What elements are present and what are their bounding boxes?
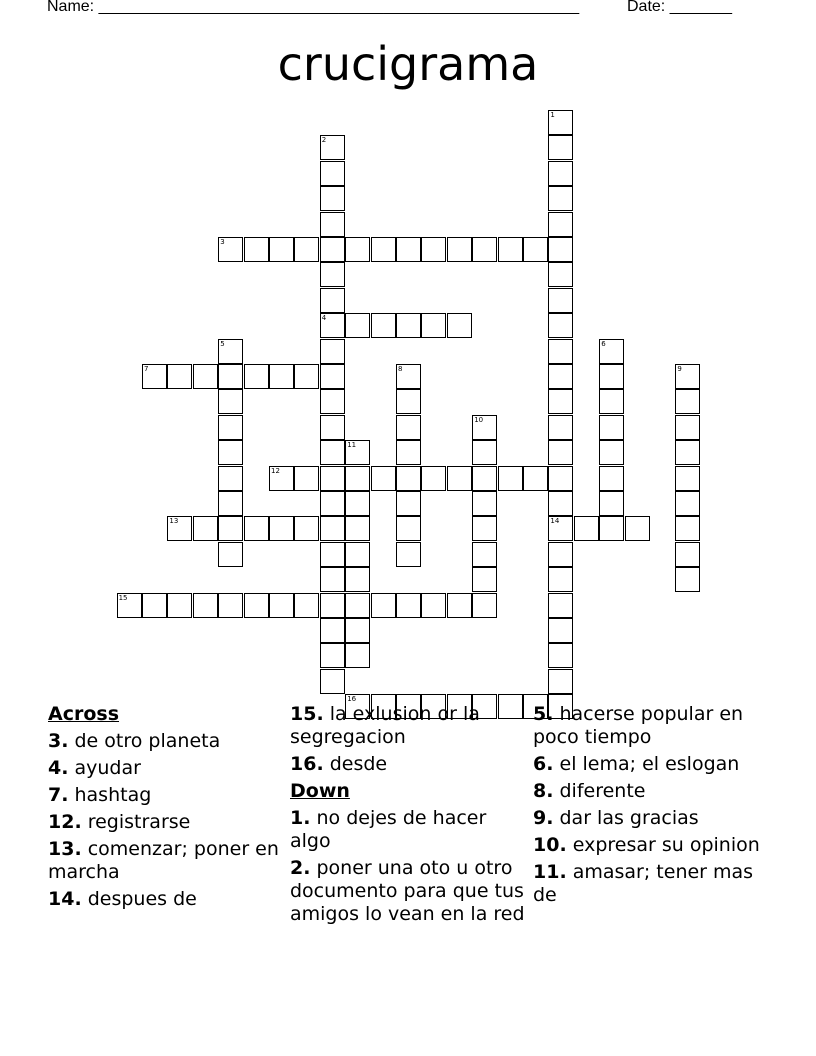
grid-cell[interactable] <box>523 466 548 491</box>
grid-cell[interactable] <box>523 237 548 262</box>
grid-cell[interactable] <box>320 313 345 338</box>
cell-number: 14 <box>550 517 560 526</box>
grid-cell[interactable] <box>472 466 497 491</box>
grid-cell[interactable] <box>218 440 243 465</box>
grid-cell[interactable] <box>320 643 345 668</box>
clue-across-3: 3. de otro planeta <box>48 730 221 752</box>
grid-cell[interactable] <box>244 516 269 541</box>
grid-cell[interactable] <box>320 364 345 389</box>
grid-cell[interactable] <box>320 237 345 262</box>
grid-cell[interactable] <box>675 542 700 567</box>
cell-number: 7 <box>144 365 149 373</box>
grid-cell[interactable] <box>396 389 421 414</box>
grid-cell[interactable] <box>269 237 294 262</box>
cell-number: 9 <box>677 365 682 373</box>
grid-cell[interactable] <box>193 516 218 541</box>
grid-cell[interactable] <box>371 237 396 262</box>
grid-cell[interactable] <box>396 440 421 465</box>
grid-cell[interactable] <box>269 364 294 389</box>
grid-cell[interactable] <box>675 364 700 389</box>
grid-cell[interactable] <box>142 364 167 389</box>
cell-number: 6 <box>601 339 606 348</box>
grid-cell[interactable] <box>447 313 472 338</box>
clue-down-6: 6. el lema; el eslogan <box>533 753 740 775</box>
grid-cell[interactable] <box>548 389 573 414</box>
grid-cell[interactable] <box>396 313 421 338</box>
grid-cell[interactable] <box>675 491 700 516</box>
grid-cell[interactable] <box>269 466 294 491</box>
grid-cell[interactable] <box>599 415 624 440</box>
grid-cell[interactable] <box>320 339 345 364</box>
grid-cell[interactable] <box>345 440 370 465</box>
grid-cell[interactable] <box>371 466 396 491</box>
grid-cell[interactable] <box>599 440 624 465</box>
clue-column-3 <box>533 703 773 911</box>
grid-cell[interactable] <box>345 466 370 491</box>
down-heading: Down <box>290 780 350 802</box>
grid-cell[interactable] <box>447 466 472 491</box>
grid-cell[interactable] <box>498 237 523 262</box>
cell-number: 15 <box>118 593 128 602</box>
grid-cell[interactable] <box>193 364 218 389</box>
grid-cell[interactable] <box>218 593 243 618</box>
grid-cell[interactable] <box>472 593 497 618</box>
grid-cell[interactable] <box>675 567 700 592</box>
grid-cell[interactable] <box>345 542 370 567</box>
grid-cell[interactable] <box>345 237 370 262</box>
cell-number: 11 <box>347 441 357 450</box>
grid-cell[interactable] <box>421 593 446 618</box>
grid-cell[interactable] <box>548 237 573 262</box>
grid-cell[interactable] <box>244 593 269 618</box>
grid-cell[interactable] <box>218 237 243 262</box>
grid-cell[interactable] <box>117 593 142 618</box>
cell-number: 4 <box>321 314 327 323</box>
cell-number: 12 <box>271 466 280 475</box>
grid-cell[interactable] <box>244 364 269 389</box>
grid-cell[interactable] <box>218 339 243 364</box>
grid-cell[interactable] <box>244 237 269 262</box>
cell-number: 1 <box>550 111 555 119</box>
grid-cell[interactable] <box>548 669 573 694</box>
clue-down-11: 11. amasar; tener mas de <box>533 861 754 906</box>
grid-cell[interactable] <box>548 161 573 186</box>
cell-number: 5 <box>220 339 225 348</box>
grid-cell[interactable] <box>472 415 497 440</box>
grid-cell[interactable] <box>320 262 345 287</box>
grid-cell[interactable] <box>218 415 243 440</box>
clue-down-1: 1. no dejes de hacer algo <box>290 807 487 852</box>
grid-cell[interactable] <box>625 516 650 541</box>
grid-cell[interactable] <box>472 491 497 516</box>
grid-cell[interactable] <box>396 415 421 440</box>
grid-cell[interactable] <box>396 542 421 567</box>
grid-cell[interactable] <box>548 313 573 338</box>
grid-cell[interactable] <box>447 593 472 618</box>
grid-cell[interactable] <box>548 288 573 313</box>
grid-cell[interactable] <box>599 364 624 389</box>
grid-cell[interactable] <box>675 415 700 440</box>
across-heading: Across <box>48 703 120 725</box>
grid-cell[interactable] <box>218 516 243 541</box>
grid-cell[interactable] <box>498 466 523 491</box>
grid-cell[interactable] <box>218 389 243 414</box>
grid-cell[interactable] <box>548 262 573 287</box>
grid-cell[interactable] <box>574 516 599 541</box>
name-field-label: Name: ______________________________________________________ <box>47 0 580 15</box>
grid-cell[interactable] <box>396 364 421 389</box>
grid-cell[interactable] <box>320 161 345 186</box>
grid-cell[interactable] <box>548 466 573 491</box>
grid-cell[interactable] <box>675 440 700 465</box>
grid-cell[interactable] <box>320 466 345 491</box>
grid-cell[interactable] <box>320 440 345 465</box>
grid-cell[interactable] <box>548 618 573 643</box>
grid-cell[interactable] <box>548 212 573 237</box>
grid-cell[interactable] <box>548 186 573 211</box>
grid-cell[interactable] <box>167 364 192 389</box>
grid-cell[interactable] <box>193 593 218 618</box>
grid-cell[interactable] <box>269 593 294 618</box>
clue-column-2 <box>290 703 530 930</box>
grid-cell[interactable] <box>320 212 345 237</box>
grid-cell[interactable] <box>396 516 421 541</box>
grid-cell[interactable] <box>421 237 446 262</box>
grid-cell[interactable] <box>447 237 472 262</box>
grid-cell[interactable] <box>548 135 573 160</box>
clue-across-4: 4. ayudar <box>48 757 141 779</box>
grid-cell[interactable] <box>218 466 243 491</box>
grid-cell[interactable] <box>320 415 345 440</box>
grid-cell[interactable] <box>320 288 345 313</box>
grid-cell[interactable] <box>396 237 421 262</box>
grid-cell[interactable] <box>320 669 345 694</box>
date-field-label: Date: _______ <box>627 0 732 15</box>
grid-cell[interactable] <box>320 516 345 541</box>
grid-cell[interactable] <box>675 466 700 491</box>
grid-cell[interactable] <box>548 364 573 389</box>
grid-cell[interactable] <box>548 516 573 541</box>
grid-cell[interactable] <box>548 643 573 668</box>
grid-cell[interactable] <box>294 364 319 389</box>
grid-cell[interactable] <box>345 643 370 668</box>
grid-cell[interactable] <box>421 313 446 338</box>
cell-number: 3 <box>220 238 225 246</box>
grid-cell[interactable] <box>371 593 396 618</box>
grid-cell[interactable] <box>599 516 624 541</box>
grid-cell[interactable] <box>548 440 573 465</box>
grid-cell[interactable] <box>548 491 573 516</box>
clue-across-16: 16. desde <box>290 753 388 775</box>
grid-cell[interactable] <box>320 542 345 567</box>
grid-cell[interactable] <box>548 567 573 592</box>
page-title: crucigrama <box>277 37 539 91</box>
grid-cell[interactable] <box>548 593 573 618</box>
grid-cell[interactable] <box>320 186 345 211</box>
clue-column-1 <box>48 703 288 915</box>
grid-cell[interactable] <box>396 593 421 618</box>
grid-cell[interactable] <box>218 364 243 389</box>
grid-cell[interactable] <box>167 593 192 618</box>
grid-cell[interactable] <box>675 389 700 414</box>
grid-cell[interactable] <box>142 593 167 618</box>
cell-number: 2 <box>321 136 327 145</box>
grid-cell[interactable] <box>294 237 319 262</box>
grid-cell[interactable] <box>421 466 446 491</box>
clue-across-14: 14. despues de <box>48 888 197 910</box>
grid-cell[interactable] <box>294 466 319 491</box>
grid-cell[interactable] <box>269 516 294 541</box>
grid-cell[interactable] <box>345 313 370 338</box>
grid-cell[interactable] <box>320 491 345 516</box>
grid-cell[interactable] <box>371 313 396 338</box>
grid-cell[interactable] <box>294 593 319 618</box>
grid-cell[interactable] <box>548 415 573 440</box>
grid-cell[interactable] <box>167 516 192 541</box>
grid-cell[interactable] <box>472 440 497 465</box>
clue-down-9: 9. dar las gracias <box>533 807 699 829</box>
grid-cell[interactable] <box>345 618 370 643</box>
grid-cell[interactable] <box>320 618 345 643</box>
grid-cell[interactable] <box>599 466 624 491</box>
grid-cell[interactable] <box>320 567 345 592</box>
cell-number: 10 <box>474 415 484 424</box>
grid-cell[interactable] <box>345 491 370 516</box>
grid-cell[interactable] <box>320 135 345 160</box>
clue-across-15: 15. la exlusion or la segregacion <box>290 703 480 748</box>
clue-down-2: 2. poner una oto u otro documento para que tus amigos lo vean en la red <box>290 857 525 925</box>
grid-cell[interactable] <box>548 339 573 364</box>
grid-cell[interactable] <box>320 593 345 618</box>
grid-cell[interactable] <box>294 516 319 541</box>
grid-cell[interactable] <box>472 542 497 567</box>
grid-cell[interactable] <box>472 516 497 541</box>
cell-number: 8 <box>398 365 403 373</box>
clue-across-13: 13. comenzar; poner en marcha <box>48 838 279 883</box>
clue-down-5: 5. hacerse popular en poco tiempo <box>533 703 744 748</box>
grid-cell[interactable] <box>218 491 243 516</box>
clue-down-8: 8. diferente <box>533 780 646 802</box>
grid-cell[interactable] <box>675 516 700 541</box>
clue-down-10: 10. expresar su opinion <box>533 834 760 856</box>
grid-cell[interactable] <box>345 593 370 618</box>
grid-cell[interactable] <box>218 542 243 567</box>
grid-cell[interactable] <box>345 567 370 592</box>
grid-cell[interactable] <box>472 567 497 592</box>
grid-cell[interactable] <box>396 466 421 491</box>
cell-number: 16 <box>347 695 357 704</box>
grid-cell[interactable] <box>396 491 421 516</box>
grid-cell[interactable] <box>599 339 624 364</box>
grid-cell[interactable] <box>599 389 624 414</box>
grid-cell[interactable] <box>472 237 497 262</box>
clue-across-12: 12. registrarse <box>48 811 191 833</box>
cell-number: 13 <box>169 517 179 526</box>
grid-cell[interactable] <box>345 516 370 541</box>
grid-cell[interactable] <box>320 389 345 414</box>
clue-across-7: 7. hashtag <box>48 784 152 806</box>
grid-cell[interactable] <box>599 491 624 516</box>
grid-cell[interactable] <box>548 542 573 567</box>
grid-cell[interactable] <box>548 110 573 135</box>
